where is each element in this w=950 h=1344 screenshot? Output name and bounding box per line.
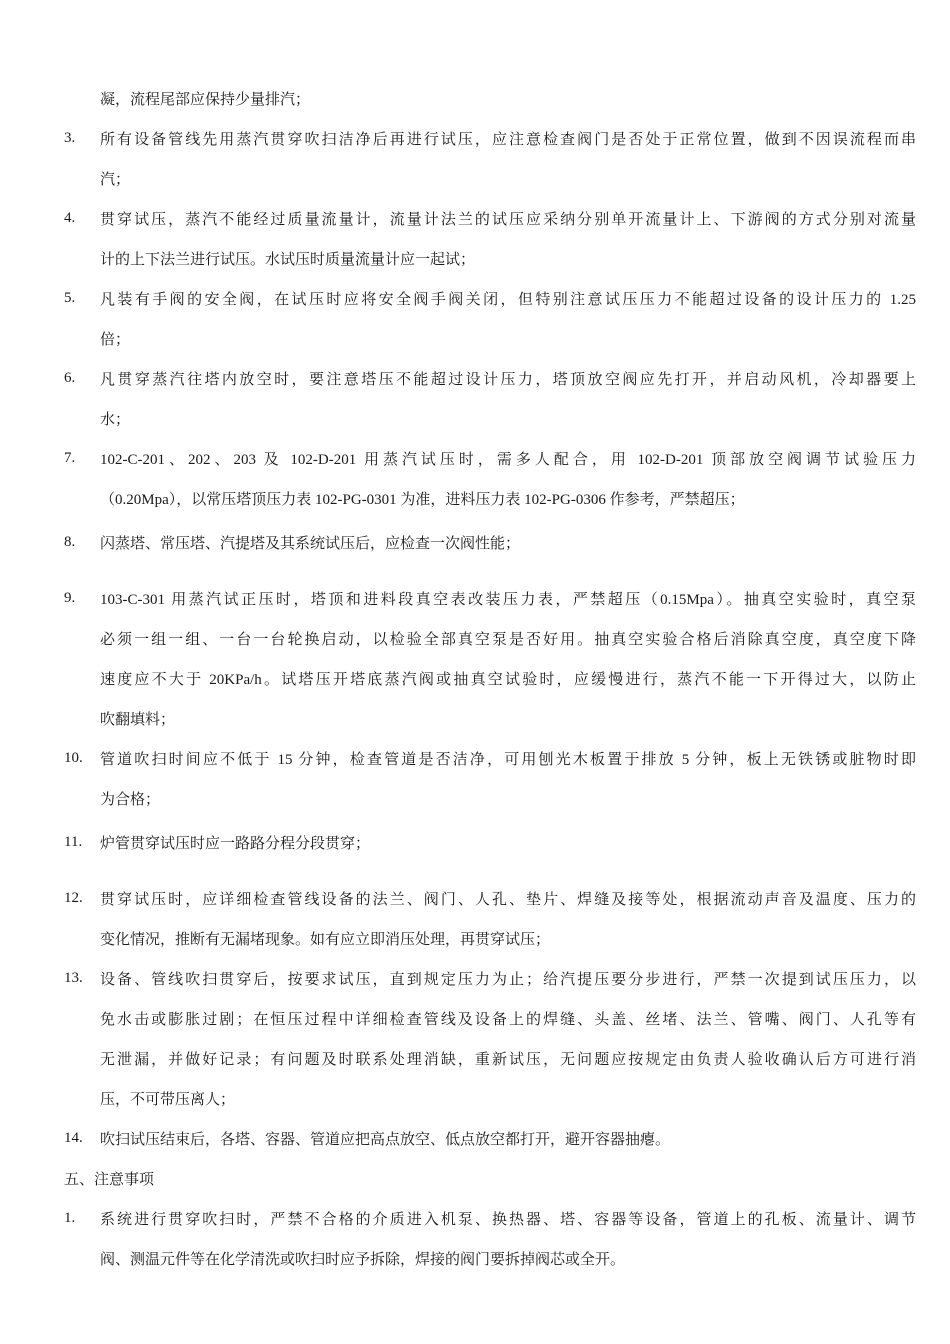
item-number: 3. — [64, 130, 76, 146]
item-text-line: 所有设备管线先用蒸汽贯穿吹扫洁净后再进行试压，应注意检查阀门是否处于正常位置，做到不因误流程而串 — [100, 132, 916, 148]
list-item — [64, 834, 916, 874]
list-item — [64, 590, 916, 750]
list-item — [64, 750, 916, 830]
item-text-line: 贯穿试压时，应详细检查管线设备的法兰、阀门、人孔、垫片、焊缝及接等处，根据流动声音及温度、压力的 — [100, 892, 916, 908]
item-text-line: 计的上下法兰进行试压。水试压时质量流量计应一起试； — [100, 252, 476, 268]
item-text-line: 压，不可带压离人； — [100, 1092, 236, 1108]
item-number: 10. — [64, 750, 83, 766]
item-text-line: 变化情况，推断有无漏堵现象。如有应立即消压处理，再贯穿试压； — [100, 932, 551, 948]
item-text-line: 102-C-201、202、203 及 102-D-201 用蒸汽试压时，需多人配合，用 102-D-201 顶部放空阀调节试验压力 — [100, 452, 916, 468]
item-text-line: 贯穿试压，蒸汽不能经过质量流量计，流量计法兰的试压应采纳分别单开流量计上、下游阀的方式分别对流量 — [100, 212, 916, 228]
list-item — [64, 370, 916, 450]
item-text-line: 水； — [100, 412, 131, 428]
item-number: 5. — [64, 290, 76, 306]
item-text-line: 吹翻填料； — [100, 712, 176, 728]
list-item — [64, 1210, 916, 1290]
item-text-line: 闪蒸塔、常压塔、汽提塔及其系统试压后，应检查一次阀性能； — [100, 536, 521, 552]
item-text-line: （0.20Mpa），以常压塔顶压力表 102-PG-0301 为准，进料压力表 102-PG-0306 作参考，严禁超压； — [100, 492, 745, 508]
item-text-line: 设备、管线吹扫贯穿后，按要求试压，直到规定压力为止；给汽提压要分步进行，严禁一次提到试压压力，以 — [100, 972, 916, 988]
item-text-line: 103-C-301 用蒸汽试正压时，塔顶和进料段真空表改装压力表，严禁超压（0.15Mpa）。抽真空实验时，真空泵 — [100, 592, 916, 608]
section-heading: 五、注意事项 — [64, 1172, 155, 1188]
item-number: 7. — [64, 450, 76, 466]
item-text-line: 凡贯穿蒸汽往塔内放空时，要注意塔压不能超过设计压力，塔顶放空阀应先打开，并启动风机，冷却器要上 — [100, 372, 916, 388]
item-number: 6. — [64, 370, 76, 386]
item-text-line: 吹扫试压结束后，各塔、容器、管道应把高点放空、低点放空都打开，避开容器抽瘪。 — [100, 1132, 671, 1148]
list-item — [64, 130, 916, 210]
item-text-line: 炉管贯穿试压时应一路路分程分段贯穿； — [100, 836, 371, 852]
item-text-line: 必须一组一组、一台一台轮换启动，以检验全部真空泵是否好用。抽真空实验合格后消除真空度，真空度下降 — [100, 632, 916, 648]
item-number: 12. — [64, 890, 83, 906]
item-text-line: 阀、测温元件等在化学清洗或吹扫时应予拆除，焊接的阀门要拆掉阀芯或全开。 — [100, 1252, 626, 1268]
item-text-line: 汽； — [100, 172, 131, 188]
list-item — [64, 290, 916, 370]
item-text-line: 管道吹扫时间应不低于 15 分钟，检查管道是否洁净，可用刨光木板置于排放 5 分钟，板上无铁锈或脏物时即 — [100, 752, 916, 768]
list-item — [64, 970, 916, 1130]
item-number: 4. — [64, 210, 76, 226]
item-text-line: 无泄漏，并做好记录；有问题及时联系处理消缺，重新试压，无问题应按规定由负责人验收确认后方可进行消 — [100, 1052, 916, 1068]
item-text-line: 系统进行贯穿吹扫时，严禁不合格的介质进入机泵、换热器、塔、容器等设备，管道上的孔板、流量计、调节 — [100, 1212, 916, 1228]
list-item — [64, 534, 916, 574]
list-item — [64, 890, 916, 970]
item-text-line: 速度应不大于 20KPa/h。试塔压开塔底蒸汽阀或抽真空试验时，应缓慢进行，蒸汽不能一下开得过大，以防止 — [100, 672, 916, 688]
item-number: 8. — [64, 534, 76, 550]
list-item — [64, 210, 916, 290]
item-text-line: 为合格； — [100, 792, 161, 808]
list-item — [64, 1130, 916, 1170]
list-item — [64, 450, 916, 530]
item-text-line: 免水击或膨胀过剧；在恒压过程中详细检查管线及设备上的焊缝、头盖、丝堵、法兰、管嘴、阀门、人孔等有 — [100, 1012, 916, 1028]
item-text-line: 倍； — [100, 332, 131, 348]
item-number: 9. — [64, 590, 76, 606]
item-number: 13. — [64, 970, 83, 986]
item-number: 11. — [64, 834, 83, 850]
lead-line: 凝，流程尾部应保持少量排汽； — [100, 92, 311, 108]
item-number: 14. — [64, 1130, 83, 1146]
item-number: 1. — [64, 1210, 76, 1226]
item-text-line: 凡装有手阀的安全阀，在试压时应将安全阀手阀关闭，但特别注意试压压力不能超过设备的设计压力的 1.25 — [100, 292, 916, 308]
